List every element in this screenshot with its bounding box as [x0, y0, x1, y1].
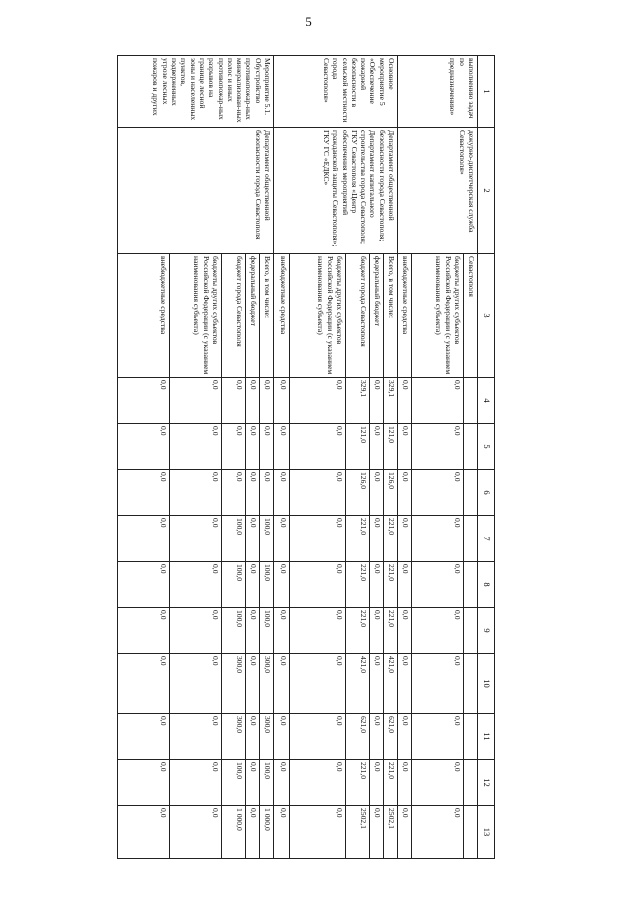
event-name-cell: Основное мероприятие 5 «Обеспечение пожарной безопасности в сельской местности города Севастополя» [274, 56, 398, 128]
funding-source-cell: Севастополя [464, 254, 478, 378]
value-cell [464, 516, 478, 562]
table-row [464, 56, 478, 859]
column-number: 7 [478, 516, 495, 562]
value-cell: 0,0 [290, 714, 346, 760]
value-cell: 0,0 [274, 760, 290, 806]
value-cell: 0,0 [412, 516, 464, 562]
value-cell: 0,0 [290, 806, 346, 859]
value-cell [464, 760, 478, 806]
value-cell: 0,0 [398, 470, 412, 516]
value-cell: 0,0 [246, 424, 260, 470]
value-cell: 0,0 [398, 378, 412, 424]
value-cell: 221,0 [346, 562, 370, 608]
page-number: 5 [305, 14, 312, 29]
value-cell: 0,0 [170, 470, 222, 516]
value-cell: 0,0 [246, 470, 260, 516]
value-cell: 0,0 [260, 424, 274, 470]
value-cell: 1 000,0 [260, 806, 274, 859]
value-cell: 0,0 [118, 516, 170, 562]
value-cell: 0,0 [118, 424, 170, 470]
value-cell: 0,0 [118, 608, 170, 654]
rotated-table-container [117, 55, 495, 859]
value-cell: 0,0 [290, 562, 346, 608]
value-cell: 0,0 [398, 562, 412, 608]
value-cell: 0,0 [274, 424, 290, 470]
value-cell: 0,0 [246, 562, 260, 608]
value-cell: 0,0 [398, 608, 412, 654]
value-cell: 300,0 [222, 654, 246, 714]
value-cell: 0,0 [370, 562, 384, 608]
value-cell: 300,0 [222, 714, 246, 760]
value-cell: 0,0 [370, 470, 384, 516]
value-cell: 0,0 [290, 424, 346, 470]
table-row [384, 56, 398, 859]
value-cell: 221,0 [346, 516, 370, 562]
value-cell: 0,0 [118, 760, 170, 806]
value-cell: 0,0 [274, 608, 290, 654]
column-number: 10 [478, 654, 495, 714]
value-cell: 0,0 [246, 654, 260, 714]
value-cell: 0,0 [170, 424, 222, 470]
column-number: 12 [478, 760, 495, 806]
event-name-cell: выполнению задач по предназначению» [398, 56, 478, 128]
value-cell: 0,0 [118, 378, 170, 424]
value-cell: 1 000,0 [222, 806, 246, 859]
value-cell [464, 562, 478, 608]
value-cell: 0,0 [370, 714, 384, 760]
funding-source-cell: Всего, в том числе: [260, 254, 274, 378]
value-cell: 421,0 [384, 654, 398, 714]
value-cell: 121,0 [384, 424, 398, 470]
value-cell [464, 608, 478, 654]
value-cell: 0,0 [398, 424, 412, 470]
value-cell: 0,0 [274, 654, 290, 714]
value-cell: 221,0 [384, 562, 398, 608]
value-cell: 221,0 [384, 608, 398, 654]
value-cell: 329,1 [346, 378, 370, 424]
value-cell: 0,0 [222, 470, 246, 516]
funding-source-cell: бюджеты других субъектов Российской Федерации (с указанием наименования субъекта) [170, 254, 222, 378]
funding-source-cell: бюджеты других субъектов Российской Федерации (с указанием наименования субъекта) [290, 254, 346, 378]
value-cell: 100,0 [260, 562, 274, 608]
value-cell: 0,0 [290, 470, 346, 516]
value-cell [464, 714, 478, 760]
value-cell: 0,0 [412, 424, 464, 470]
value-cell: 100,0 [260, 608, 274, 654]
value-cell: 0,0 [170, 806, 222, 859]
column-number: 6 [478, 470, 495, 516]
value-cell: 421,0 [346, 654, 370, 714]
funding-source-cell: бюджеты других субъектов Российской Федерации (с указанием наименования субъекта) [412, 254, 464, 378]
value-cell: 0,0 [246, 608, 260, 654]
value-cell: 300,0 [260, 654, 274, 714]
value-cell: 100,0 [260, 760, 274, 806]
value-cell: 0,0 [118, 562, 170, 608]
column-number: 4 [478, 378, 495, 424]
value-cell: 0,0 [274, 516, 290, 562]
value-cell: 0,0 [118, 654, 170, 714]
value-cell: 0,0 [246, 714, 260, 760]
value-cell: 100,0 [222, 516, 246, 562]
value-cell: 0,0 [412, 654, 464, 714]
value-cell: 0,0 [170, 608, 222, 654]
column-number: 1 [478, 56, 495, 128]
funding-source-cell: федеральный бюджет [370, 254, 384, 378]
funding-source-cell: бюджет города Севастополя [346, 254, 370, 378]
value-cell: 329,1 [384, 378, 398, 424]
value-cell: 0,0 [412, 608, 464, 654]
value-cell: 0,0 [222, 378, 246, 424]
value-cell: 0,0 [290, 654, 346, 714]
value-cell [464, 424, 478, 470]
funding-source-cell: бюджет города Севастополя [222, 254, 246, 378]
table-row [260, 56, 274, 859]
value-cell: 0,0 [370, 806, 384, 859]
value-cell: 0,0 [118, 806, 170, 859]
value-cell: 0,0 [170, 654, 222, 714]
value-cell: 0,0 [274, 806, 290, 859]
event-name-cell: Мероприятие 5.1. Обустройство противопожар-ных минерализован-ных полос и иных противопожар-ных разрывов на границе лесной зоны и населенных пунктов, подверженных угрозе лесных пожаров и других [118, 56, 274, 128]
value-cell: 0,0 [412, 760, 464, 806]
column-number: 8 [478, 562, 495, 608]
value-cell: 126,0 [346, 470, 370, 516]
value-cell: 0,0 [170, 760, 222, 806]
value-cell: 0,0 [412, 378, 464, 424]
value-cell: 0,0 [246, 806, 260, 859]
value-cell: 0,0 [246, 378, 260, 424]
funding-source-cell: внебюджетные средства [398, 254, 412, 378]
value-cell: 0,0 [398, 516, 412, 562]
value-cell: 0,0 [246, 516, 260, 562]
value-cell: 0,0 [118, 470, 170, 516]
funding-source-cell: внебюджетные средства [274, 254, 290, 378]
value-cell: 0,0 [274, 562, 290, 608]
executor-cell: Департамент общественной безопасности города Севастополя [118, 128, 274, 254]
column-number: 9 [478, 608, 495, 654]
value-cell: 2502,1 [384, 806, 398, 859]
executor-cell: Департамент общественной безопасности города Севастополя; Департамент капитального строительства города Севастополя; ГКУ Севастополя «Центр обеспечения мероприятий гражданской защиты Севастополя»; ГКУ ГС «ЕДКС» [274, 128, 398, 254]
value-cell: 0,0 [246, 760, 260, 806]
value-cell: 0,0 [398, 760, 412, 806]
value-cell: 621,0 [346, 714, 370, 760]
value-cell [464, 806, 478, 859]
funding-source-cell: федеральный бюджет [246, 254, 260, 378]
value-cell: 121,0 [346, 424, 370, 470]
value-cell: 0,0 [370, 516, 384, 562]
table-body [118, 56, 478, 859]
value-cell: 0,0 [412, 470, 464, 516]
value-cell: 0,0 [398, 654, 412, 714]
value-cell: 0,0 [398, 806, 412, 859]
value-cell: 0,0 [260, 378, 274, 424]
value-cell: 0,0 [412, 806, 464, 859]
column-number: 2 [478, 128, 495, 254]
value-cell: 100,0 [222, 608, 246, 654]
value-cell: 100,0 [260, 516, 274, 562]
value-cell: 0,0 [260, 470, 274, 516]
value-cell [464, 470, 478, 516]
value-cell: 0,0 [274, 378, 290, 424]
value-cell [464, 654, 478, 714]
value-cell: 300,0 [260, 714, 274, 760]
value-cell: 0,0 [170, 516, 222, 562]
value-cell: 0,0 [370, 378, 384, 424]
value-cell: 0,0 [274, 470, 290, 516]
value-cell: 0,0 [170, 378, 222, 424]
value-cell: 0,0 [370, 760, 384, 806]
value-cell: 0,0 [170, 714, 222, 760]
value-cell [464, 378, 478, 424]
value-cell: 221,0 [346, 608, 370, 654]
column-number: 5 [478, 424, 495, 470]
value-cell: 0,0 [370, 424, 384, 470]
value-cell: 0,0 [290, 760, 346, 806]
column-number: 13 [478, 806, 495, 859]
value-cell: 0,0 [274, 714, 290, 760]
value-cell: 0,0 [118, 714, 170, 760]
funding-source-cell: внебюджетные средства [118, 254, 170, 378]
value-cell: 100,0 [222, 562, 246, 608]
value-cell: 221,0 [384, 516, 398, 562]
executor-cell: дежурно-диспетчерская служба Севастополя» [398, 128, 478, 254]
value-cell: 0,0 [412, 714, 464, 760]
value-cell: 0,0 [398, 714, 412, 760]
value-cell: 0,0 [370, 654, 384, 714]
value-cell: 221,0 [346, 760, 370, 806]
value-cell: 0,0 [290, 516, 346, 562]
value-cell: 100,0 [222, 760, 246, 806]
value-cell: 621,0 [384, 714, 398, 760]
value-cell: 2502,1 [346, 806, 370, 859]
value-cell: 0,0 [290, 608, 346, 654]
value-cell: 126,0 [384, 470, 398, 516]
column-number: 3 [478, 254, 495, 378]
funding-source-cell: Всего, в том числе: [384, 254, 398, 378]
value-cell: 0,0 [222, 424, 246, 470]
value-cell: 0,0 [170, 562, 222, 608]
column-number: 11 [478, 714, 495, 760]
value-cell: 0,0 [370, 608, 384, 654]
value-cell: 0,0 [290, 378, 346, 424]
column-numbers-row [478, 56, 495, 859]
financing-table [117, 55, 495, 859]
value-cell: 0,0 [412, 562, 464, 608]
value-cell: 221,0 [384, 760, 398, 806]
